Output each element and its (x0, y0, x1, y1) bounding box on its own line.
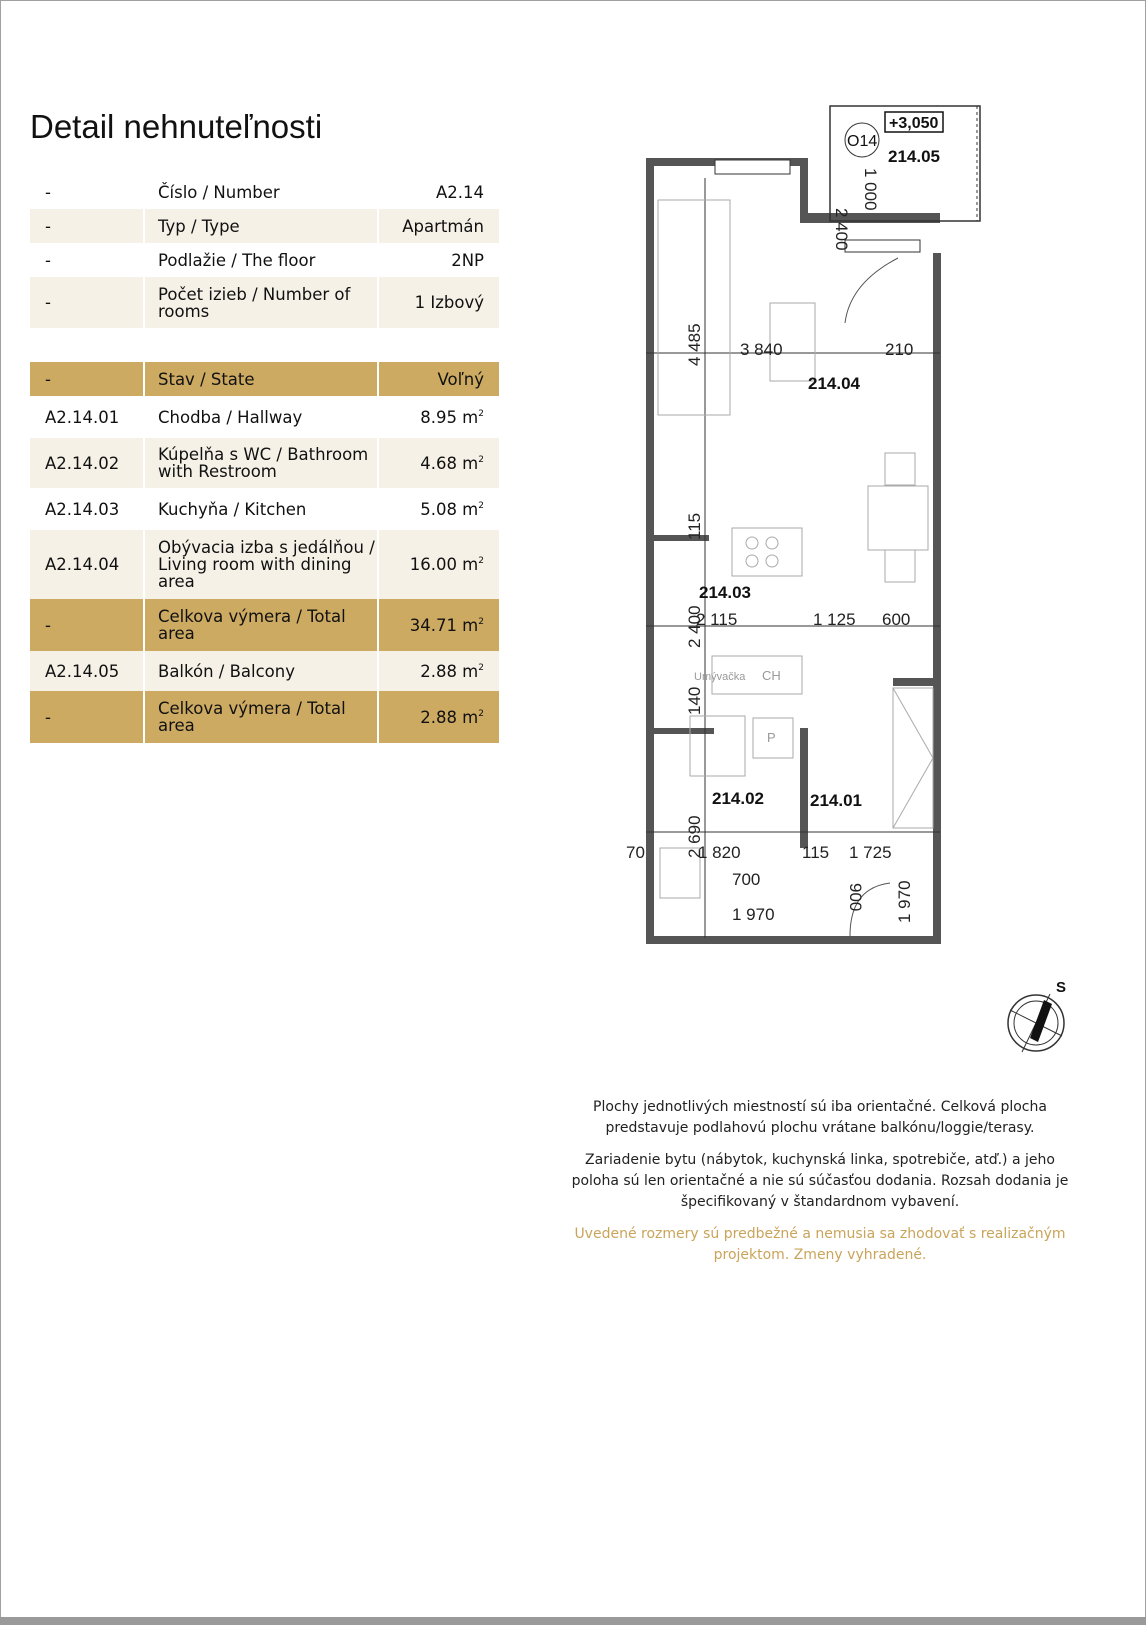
page-title: Detail nehnuteľnosti (30, 108, 323, 146)
wall-top-step (800, 158, 808, 218)
fridge-label: CH (762, 668, 781, 683)
dim-1970b: 1 970 (895, 880, 914, 923)
row-value: 2.88 $m^2$ (420, 661, 484, 681)
row-code: A2.14.04 (30, 530, 144, 599)
total-row (30, 599, 499, 651)
dim-210: 210 (885, 340, 914, 359)
floor-plan (626, 88, 1000, 958)
dining-table (868, 486, 928, 550)
dim-2400a: 2 400 (685, 605, 704, 648)
balcony-door-swing (845, 258, 898, 323)
dim-600: 600 (882, 610, 911, 629)
level-mark: +3,050 (889, 115, 939, 132)
dim-115a: 115 (685, 512, 704, 540)
dim-700: 700 (732, 870, 761, 889)
row-label: Kúpelňa s WC / Bathroom with Restroom (144, 438, 378, 488)
dim-4485: 4 485 (685, 323, 704, 366)
balcony-tag: O14 (847, 133, 878, 150)
wall-left (646, 158, 654, 943)
table-row (30, 277, 499, 328)
row-code: - (30, 209, 144, 243)
row-label: Celkova výmera / Total area (144, 599, 378, 651)
wall-bath-right (800, 728, 808, 848)
compass-icon (1000, 980, 1080, 1060)
note-area: Plochy jednotlivých miestností sú iba orientačné. Celková plocha predstavuje podlahovú plochu vrátane balkónu/loggie/terasy. (593, 1099, 1047, 1136)
dim-2400b: 2 400 (832, 208, 851, 251)
row-code: A2.14.01 (30, 396, 144, 438)
row-code: A2.14.02 (30, 438, 144, 488)
row-value: 2.88 $m^2$ (420, 707, 484, 727)
row-label: Chodba / Hallway (144, 396, 378, 438)
row-label: Podlažie / The floor (144, 243, 378, 277)
row-code: A2.14.03 (30, 488, 144, 530)
row-code: - (30, 277, 144, 328)
row-label: Stav / State (144, 362, 378, 396)
room-214-02: 214.02 (712, 789, 764, 808)
row-label: Číslo / Number (144, 175, 378, 209)
row-label: Typ / Type (144, 209, 378, 243)
row-label: Balkón / Balcony (144, 651, 378, 691)
wall-right (933, 253, 941, 943)
disclaimer: Uvedené rozmery sú predbežné a nemusia sa zhodovať s realizačným projektom. Zmeny vyhradené. (574, 1226, 1066, 1263)
dim-1725: 1 725 (849, 843, 892, 862)
row-value: 34.71 $m^2$ (409, 615, 484, 635)
dim-1820: 1 820 (698, 843, 741, 862)
dim-2115: 2 115 (696, 610, 738, 629)
row-value: 1 Izbový (414, 293, 484, 312)
dim-140: 140 (685, 686, 704, 715)
row-value: 5.08 $m^2$ (420, 499, 484, 519)
room-214-04: 214.04 (808, 374, 860, 393)
table-row (30, 438, 499, 488)
table-row (30, 243, 499, 277)
table-row (30, 209, 499, 243)
compass-south-label: S (1056, 979, 1067, 996)
wall-closet (893, 678, 936, 686)
row-value: Voľný (437, 369, 484, 389)
row-label: Počet izieb / Number of rooms (144, 277, 378, 328)
row-code: - (30, 599, 144, 651)
table-row (30, 396, 499, 438)
dim-70: 70 (626, 843, 645, 862)
dim-1970a: 1 970 (732, 905, 775, 924)
cooktop (732, 528, 802, 576)
window-balcony (845, 240, 920, 252)
room-214-05: 214.05 (888, 147, 940, 166)
row-code: - (30, 243, 144, 277)
page-bottom-edge (0, 1617, 1146, 1625)
dim-115b: 115 (802, 843, 830, 862)
table-row (30, 488, 499, 530)
washer-label: Umývačka (694, 671, 746, 683)
row-code: - (30, 691, 144, 743)
row-value: A2.14 (435, 182, 484, 202)
row-code: A2.14.05 (30, 651, 144, 691)
room-214-03: 214.03 (699, 583, 751, 602)
row-value: 2NP (451, 250, 484, 270)
total-row (30, 691, 499, 743)
p-label: P (767, 730, 776, 745)
row-value: 16.00 $m^2$ (409, 555, 484, 574)
dim-2690: 2 690 (685, 815, 704, 858)
shower (690, 716, 745, 776)
window-top (715, 160, 790, 174)
row-code: - (30, 175, 144, 209)
table-row (30, 530, 499, 599)
note-furniture: Zariadenie bytu (nábytok, kuchynská linka, spotrebiče, atď.) a jeho poloha sú len orientačné a nie sú súčasťou dodania. Rozsah dodania je špecifikovaný v štandardnom vybavení. (571, 1152, 1069, 1210)
table-row (30, 175, 499, 209)
room-214-01: 214.01 (810, 791, 862, 810)
notes (560, 1097, 1080, 1277)
row-label: Obývacia izba s jedálňou / Living room with dining area (144, 530, 378, 599)
row-value: 4.68 $m^2$ (420, 453, 484, 473)
dim-1125: 1 125 (813, 610, 856, 629)
state-row (30, 362, 499, 396)
row-label: Celkova výmera / Total area (144, 691, 378, 743)
wardrobe (893, 688, 933, 828)
property-table (30, 175, 499, 743)
dim-3840: 3 840 (740, 340, 783, 359)
row-value: 8.95 $m^2$ (420, 407, 484, 427)
table-row (30, 651, 499, 691)
dim-900: 900 (846, 883, 865, 912)
row-value: Apartmán (402, 216, 484, 236)
wall-bottom (646, 936, 941, 944)
row-code: - (30, 362, 144, 396)
dim-1000: 1 000 (861, 168, 880, 211)
row-label: Kuchyňa / Kitchen (144, 488, 378, 530)
sofa (658, 200, 730, 415)
